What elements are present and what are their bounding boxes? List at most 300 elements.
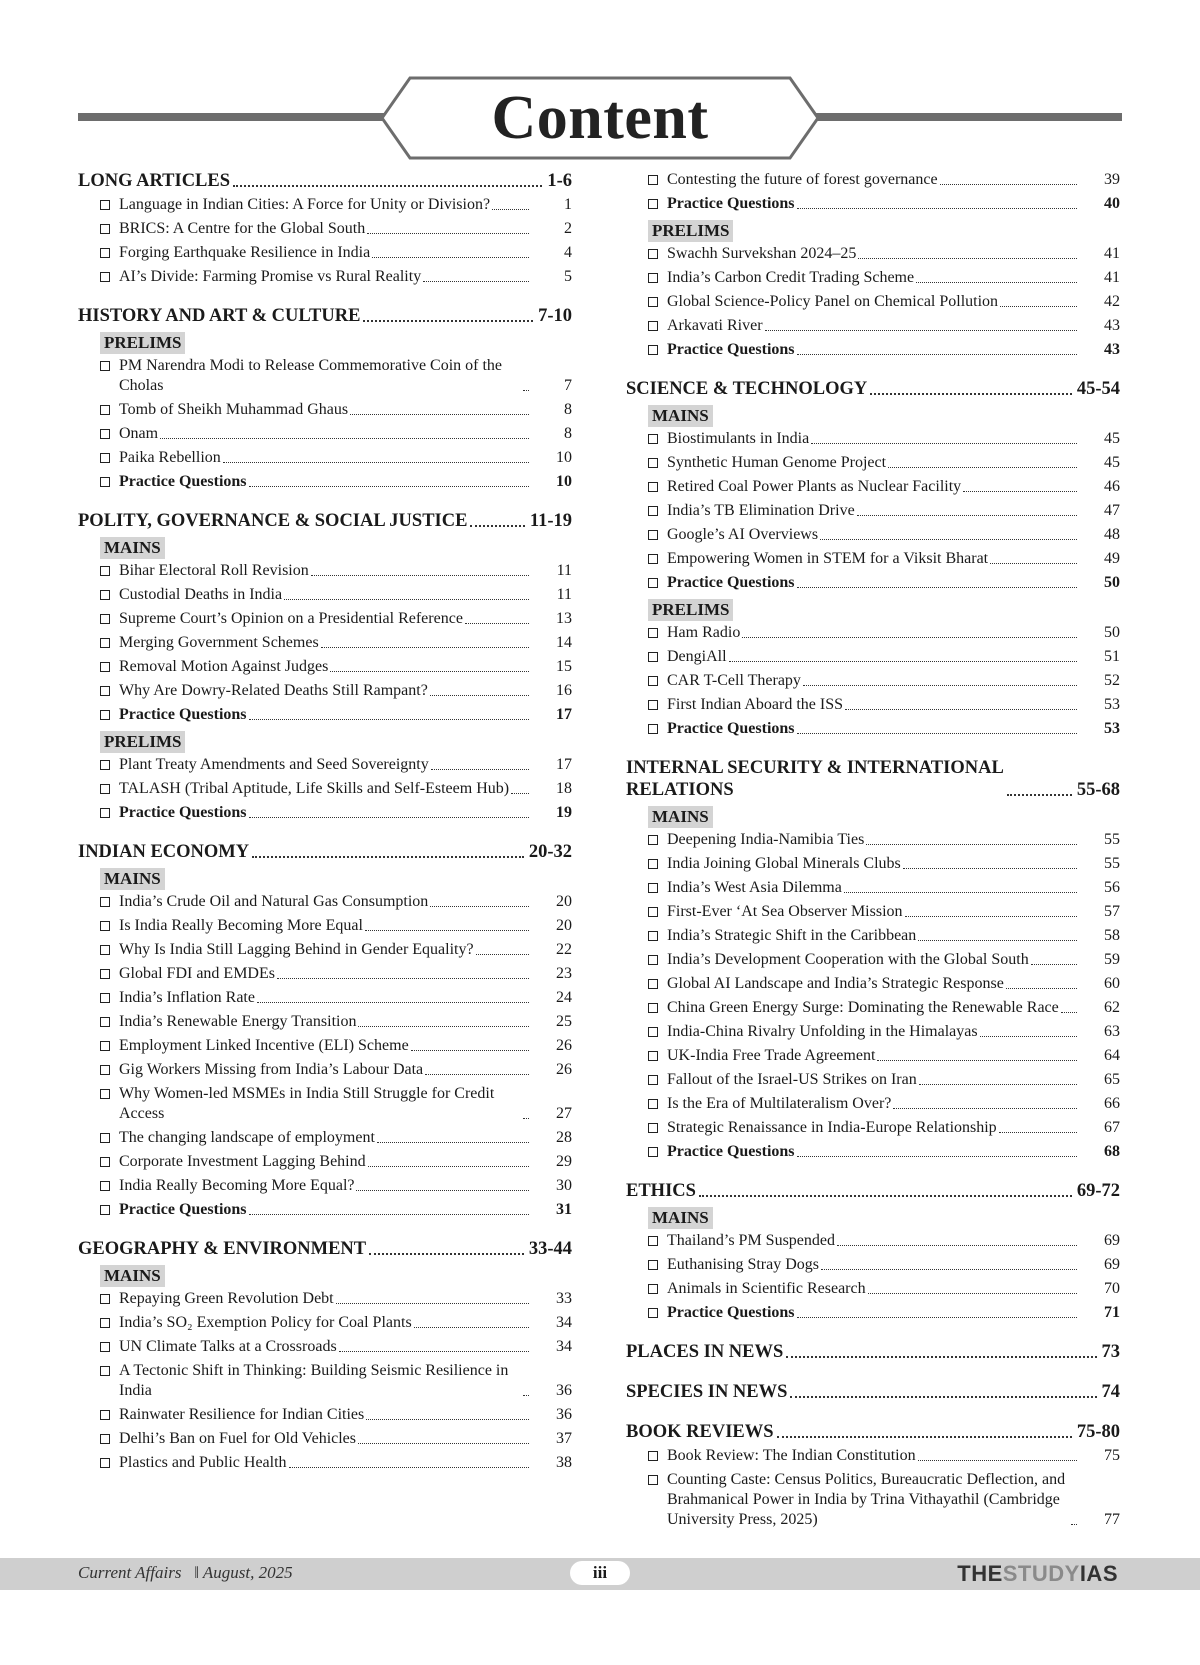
entry-title: India’s West Asia Dilemma bbox=[667, 879, 842, 896]
toc-entry[interactable] bbox=[100, 609, 572, 629]
entry-title: Synthetic Human Genome Project bbox=[667, 454, 887, 471]
section-page-range: 33-44 bbox=[528, 1239, 572, 1259]
dot-leader bbox=[919, 1084, 1077, 1085]
entry-title: Contesting the future of forest governance bbox=[667, 171, 938, 188]
entry-text-wrap bbox=[667, 878, 1080, 898]
entry-text-wrap bbox=[119, 1128, 532, 1148]
checkbox-bullet-icon bbox=[648, 578, 658, 588]
page-title: Content bbox=[491, 84, 709, 152]
checkbox-bullet-icon bbox=[648, 724, 658, 734]
entry-page-number: 69 bbox=[1104, 1256, 1120, 1273]
entry-page-number: 62 bbox=[1104, 999, 1120, 1016]
toc-entry[interactable] bbox=[648, 1070, 1120, 1090]
entry-text-wrap bbox=[667, 1255, 1080, 1275]
toc-entry[interactable] bbox=[648, 549, 1120, 569]
entry-page-number: 8 bbox=[564, 425, 572, 442]
section-title: SCIENCE & TECHNOLOGY bbox=[626, 379, 868, 399]
toc-entry[interactable] bbox=[648, 429, 1120, 449]
dot-leader bbox=[918, 940, 1077, 941]
entry-page-number: 57 bbox=[1104, 903, 1120, 920]
toc-entry[interactable] bbox=[648, 292, 1120, 312]
checkbox-bullet-icon bbox=[648, 1075, 658, 1085]
dot-leader bbox=[470, 525, 524, 527]
checkbox-bullet-icon bbox=[648, 628, 658, 638]
entry-title: Practice Questions bbox=[119, 1201, 247, 1218]
dot-leader bbox=[916, 282, 1077, 283]
toc-entry[interactable] bbox=[100, 633, 572, 653]
entry-title: The changing landscape of employment bbox=[119, 1129, 375, 1146]
toc-entry[interactable] bbox=[100, 892, 572, 912]
checkbox-bullet-icon bbox=[100, 1342, 110, 1352]
toc-entry[interactable] bbox=[648, 647, 1120, 667]
section-page-range: 74 bbox=[1101, 1382, 1120, 1402]
toc-entry[interactable] bbox=[648, 1470, 1120, 1530]
entry-page-number: 17 bbox=[556, 756, 572, 773]
entry-page-number: 5 bbox=[564, 268, 572, 285]
entry-page-number: 36 bbox=[556, 1406, 572, 1423]
toc-entry[interactable] bbox=[648, 623, 1120, 643]
entry-page-number: 7 bbox=[564, 377, 572, 394]
entry-page-number: 56 bbox=[1104, 879, 1120, 896]
entry-text-wrap bbox=[667, 647, 1080, 667]
subsection-badge: PRELIMS bbox=[648, 220, 733, 242]
dot-leader bbox=[866, 844, 1077, 845]
checkbox-bullet-icon bbox=[648, 1308, 658, 1318]
entry-text-wrap bbox=[119, 400, 532, 420]
subsection-badge: PRELIMS bbox=[648, 599, 733, 621]
toc-entry[interactable] bbox=[100, 1128, 572, 1148]
toc-entry[interactable] bbox=[100, 356, 572, 396]
entry-title: Corporate Investment Lagging Behind bbox=[119, 1153, 366, 1170]
entry-page-number: 42 bbox=[1104, 293, 1120, 310]
section-heading[interactable] bbox=[626, 1180, 1120, 1202]
toc-entry[interactable] bbox=[100, 1313, 572, 1333]
entry-text-wrap bbox=[667, 1046, 1080, 1066]
dot-leader bbox=[367, 233, 529, 234]
checkbox-bullet-icon bbox=[648, 482, 658, 492]
dot-leader bbox=[790, 1396, 1096, 1398]
section-heading[interactable] bbox=[626, 1421, 1120, 1443]
toc-entry[interactable] bbox=[100, 195, 572, 215]
toc-entry[interactable] bbox=[648, 854, 1120, 874]
dot-leader bbox=[699, 1195, 1072, 1197]
entry-text-wrap bbox=[667, 268, 1080, 288]
toc-entry[interactable] bbox=[648, 830, 1120, 850]
entry-page-number: 2 bbox=[564, 220, 572, 237]
subsection-badge: MAINS bbox=[648, 1207, 713, 1229]
entry-text-wrap bbox=[119, 1361, 532, 1401]
toc-entry[interactable] bbox=[100, 1429, 572, 1449]
entry-page-number: 22 bbox=[556, 941, 572, 958]
subsection-badge: MAINS bbox=[100, 868, 165, 890]
toc-entry[interactable] bbox=[648, 501, 1120, 521]
entry-page-number: 26 bbox=[556, 1037, 572, 1054]
entry-title: Ham Radio bbox=[667, 624, 741, 641]
entry-title: Swachh Survekshan 2024–25 bbox=[667, 245, 857, 262]
checkbox-bullet-icon bbox=[100, 248, 110, 258]
entry-page-number: 20 bbox=[556, 893, 572, 910]
dot-leader bbox=[465, 623, 529, 624]
checkbox-bullet-icon bbox=[100, 662, 110, 672]
toc-entry[interactable] bbox=[100, 681, 572, 701]
entry-page-number: 26 bbox=[556, 1061, 572, 1078]
entry-title: India’s Inflation Rate bbox=[119, 989, 255, 1006]
checkbox-bullet-icon bbox=[648, 1475, 658, 1485]
dot-leader bbox=[797, 1156, 1077, 1157]
toc-entry[interactable] bbox=[100, 1405, 572, 1425]
entry-text-wrap bbox=[667, 292, 1080, 312]
entry-page-number: 10 bbox=[556, 449, 572, 466]
toc-entry[interactable] bbox=[100, 916, 572, 936]
checkbox-bullet-icon bbox=[100, 921, 110, 931]
section-page-range: 20-32 bbox=[528, 842, 572, 862]
entry-title: Practice Questions bbox=[667, 574, 795, 591]
toc-entry[interactable] bbox=[648, 926, 1120, 946]
entry-page-number: 50 bbox=[1104, 624, 1120, 641]
entry-title: Biostimulants in India bbox=[667, 430, 810, 447]
section-heading[interactable] bbox=[78, 305, 572, 327]
checkbox-bullet-icon bbox=[100, 945, 110, 955]
entry-text-wrap bbox=[667, 501, 1080, 521]
checkbox-bullet-icon bbox=[100, 1205, 110, 1215]
entry-page-number: 36 bbox=[556, 1382, 572, 1399]
checkbox-bullet-icon bbox=[100, 1294, 110, 1304]
toc-entry[interactable] bbox=[648, 268, 1120, 288]
toc-entry[interactable] bbox=[100, 779, 572, 799]
toc-entry[interactable] bbox=[648, 1231, 1120, 1251]
toc-section bbox=[78, 170, 572, 287]
subsection-badge: PRELIMS bbox=[100, 332, 185, 354]
entry-text-wrap bbox=[667, 950, 1080, 970]
dot-leader bbox=[252, 856, 524, 858]
toc-entry[interactable] bbox=[100, 988, 572, 1008]
checkbox-bullet-icon bbox=[648, 506, 658, 516]
entry-title: Deepening India-Namibia Ties bbox=[667, 831, 865, 848]
toc-section bbox=[626, 1341, 1120, 1363]
entry-title: UN Climate Talks at a Crossroads bbox=[119, 1338, 337, 1355]
checkbox-bullet-icon bbox=[100, 1065, 110, 1075]
section-title: INTERNAL SECURITY & INTERNATIONAL RELATIONS bbox=[626, 758, 1004, 800]
entry-page-number: 59 bbox=[1104, 951, 1120, 968]
entry-text-wrap bbox=[667, 525, 1080, 545]
entry-text-wrap bbox=[667, 926, 1080, 946]
checkbox-bullet-icon bbox=[648, 434, 658, 444]
dot-leader bbox=[990, 563, 1077, 564]
checkbox-bullet-icon bbox=[100, 1157, 110, 1167]
dot-leader bbox=[877, 1060, 1077, 1061]
toc-entry[interactable] bbox=[648, 878, 1120, 898]
toc-entry[interactable] bbox=[648, 998, 1120, 1018]
toc-section bbox=[626, 1381, 1120, 1403]
dot-leader bbox=[289, 1467, 529, 1468]
toc-entry[interactable] bbox=[100, 219, 572, 239]
section-title: INDIAN ECONOMY bbox=[78, 842, 250, 862]
section-title: LONG ARTICLES bbox=[78, 171, 231, 191]
entry-text-wrap bbox=[667, 316, 1080, 336]
entry-page-number: 28 bbox=[556, 1129, 572, 1146]
toc-section bbox=[78, 305, 572, 492]
dot-leader bbox=[729, 661, 1077, 662]
section-title: BOOK REVIEWS bbox=[626, 1422, 774, 1442]
dot-leader bbox=[742, 637, 1077, 638]
header-rule-right bbox=[787, 113, 1122, 121]
dot-leader bbox=[811, 443, 1077, 444]
entry-text-wrap bbox=[119, 1084, 532, 1124]
entry-title: Global Science-Policy Panel on Chemical Pollution bbox=[667, 293, 999, 310]
practice-questions-entry[interactable] bbox=[648, 1142, 1120, 1162]
entry-page-number: 13 bbox=[556, 610, 572, 627]
toc-entry[interactable] bbox=[100, 1453, 572, 1473]
dot-leader bbox=[414, 1327, 529, 1328]
entry-text-wrap bbox=[119, 195, 532, 215]
section-heading[interactable] bbox=[78, 841, 572, 863]
toc-entry[interactable] bbox=[100, 1176, 572, 1196]
toc-entry[interactable] bbox=[648, 902, 1120, 922]
toc-entry[interactable] bbox=[100, 448, 572, 468]
dot-leader bbox=[249, 486, 529, 487]
section-heading[interactable] bbox=[626, 757, 1120, 801]
practice-questions-entry[interactable] bbox=[648, 194, 1120, 214]
checkbox-bullet-icon bbox=[100, 1410, 110, 1420]
section-heading[interactable] bbox=[626, 1381, 1120, 1403]
practice-questions-entry[interactable] bbox=[648, 573, 1120, 593]
toc-section bbox=[626, 170, 1120, 360]
entry-text-wrap bbox=[667, 1303, 1080, 1323]
entry-page-number: 67 bbox=[1104, 1119, 1120, 1136]
toc-entry[interactable] bbox=[100, 1152, 572, 1172]
checkbox-bullet-icon bbox=[100, 405, 110, 415]
entry-title: Language in Indian Cities: A Force for Unity or Division? bbox=[119, 196, 491, 213]
toc-entry[interactable] bbox=[648, 525, 1120, 545]
checkbox-bullet-icon bbox=[100, 969, 110, 979]
section-heading[interactable] bbox=[78, 510, 572, 532]
entry-title: India-China Rivalry Unfolding in the Himalayas bbox=[667, 1023, 978, 1040]
toc-entry[interactable] bbox=[100, 561, 572, 581]
practice-questions-entry[interactable] bbox=[100, 1200, 572, 1220]
entry-text-wrap bbox=[119, 964, 532, 984]
dot-leader bbox=[492, 209, 529, 210]
entry-page-number: 60 bbox=[1104, 975, 1120, 992]
entry-title: Is the Era of Multilateralism Over? bbox=[667, 1095, 892, 1112]
checkbox-bullet-icon bbox=[648, 199, 658, 209]
entry-title: Practice Questions bbox=[119, 473, 247, 490]
checkbox-bullet-icon bbox=[100, 897, 110, 907]
entry-page-number: 45 bbox=[1104, 430, 1120, 447]
dot-leader bbox=[336, 1303, 529, 1304]
dot-leader bbox=[980, 1036, 1077, 1037]
toc-section bbox=[78, 1238, 572, 1473]
toc-entry[interactable] bbox=[648, 1022, 1120, 1042]
practice-questions-entry[interactable] bbox=[100, 472, 572, 492]
entry-text-wrap bbox=[667, 170, 1080, 190]
entry-page-number: 30 bbox=[556, 1177, 572, 1194]
toc-entry[interactable] bbox=[648, 477, 1120, 497]
entry-page-number: 68 bbox=[1104, 1143, 1120, 1160]
checkbox-bullet-icon bbox=[648, 859, 658, 869]
checkbox-bullet-icon bbox=[100, 477, 110, 487]
toc-entry[interactable] bbox=[100, 1084, 572, 1124]
toc-entry[interactable] bbox=[648, 244, 1120, 264]
toc-entry[interactable] bbox=[648, 453, 1120, 473]
toc-entry[interactable] bbox=[648, 1279, 1120, 1299]
entry-title: India’s Development Cooperation with the Global South bbox=[667, 951, 1029, 968]
entry-title: India’s Crude Oil and Natural Gas Consumption bbox=[119, 893, 429, 910]
entry-page-number: 27 bbox=[556, 1105, 572, 1122]
checkbox-bullet-icon bbox=[648, 249, 658, 259]
dot-leader bbox=[797, 208, 1077, 209]
checkbox-bullet-icon bbox=[100, 1318, 110, 1328]
toc-entry[interactable] bbox=[100, 1060, 572, 1080]
toc-entry[interactable] bbox=[100, 267, 572, 287]
checkbox-bullet-icon bbox=[648, 676, 658, 686]
footer-separator: ‖ bbox=[185, 1563, 203, 1582]
toc-entry[interactable] bbox=[100, 964, 572, 984]
section-heading[interactable] bbox=[78, 1238, 572, 1260]
entry-page-number: 24 bbox=[556, 989, 572, 1006]
entry-title: Retired Coal Power Plants as Nuclear Facility bbox=[667, 478, 962, 495]
entry-text-wrap bbox=[667, 1070, 1080, 1090]
toc-entry[interactable] bbox=[648, 170, 1120, 190]
entry-text-wrap bbox=[667, 453, 1080, 473]
entry-page-number: 33 bbox=[556, 1290, 572, 1307]
toc-entry[interactable] bbox=[100, 400, 572, 420]
entry-title: Practice Questions bbox=[667, 195, 795, 212]
dot-leader bbox=[765, 330, 1077, 331]
toc-entry[interactable] bbox=[100, 585, 572, 605]
entry-title: Practice Questions bbox=[119, 804, 247, 821]
entry-title: Book Review: The Indian Constitution bbox=[667, 1447, 916, 1464]
entry-title: A Tectonic Shift in Thinking: Building Seismic Resilience in India bbox=[119, 1362, 509, 1399]
toc-entry[interactable] bbox=[648, 974, 1120, 994]
checkbox-bullet-icon bbox=[648, 458, 658, 468]
toc-entry[interactable] bbox=[100, 424, 572, 444]
toc-entry[interactable] bbox=[100, 1289, 572, 1309]
entry-title: Strategic Renaissance in India-Europe Relationship bbox=[667, 1119, 997, 1136]
toc-entry[interactable] bbox=[648, 316, 1120, 336]
dot-leader bbox=[1061, 1012, 1077, 1013]
entry-title: India’s Carbon Credit Trading Scheme bbox=[667, 269, 915, 286]
entry-text-wrap bbox=[119, 1036, 532, 1056]
entry-page-number: 46 bbox=[1104, 478, 1120, 495]
toc-entry[interactable] bbox=[100, 1036, 572, 1056]
entry-title: Is India Really Becoming More Equal bbox=[119, 917, 363, 934]
toc-section bbox=[626, 1421, 1120, 1530]
entry-text-wrap bbox=[667, 244, 1080, 264]
entry-text-wrap bbox=[119, 705, 532, 725]
checkbox-bullet-icon bbox=[648, 273, 658, 283]
toc-entry[interactable] bbox=[100, 1361, 572, 1401]
practice-questions-entry[interactable] bbox=[648, 1303, 1120, 1323]
entry-title: Merging Government Schemes bbox=[119, 634, 319, 651]
section-page-range: 69-72 bbox=[1076, 1181, 1120, 1201]
entry-title: Practice Questions bbox=[667, 1304, 795, 1321]
checkbox-bullet-icon bbox=[648, 1027, 658, 1037]
toc-entry[interactable] bbox=[648, 1446, 1120, 1466]
entry-text-wrap bbox=[667, 1231, 1080, 1251]
entry-page-number: 50 bbox=[1104, 574, 1120, 591]
entry-page-number: 1 bbox=[564, 196, 572, 213]
entry-page-number: 48 bbox=[1104, 526, 1120, 543]
section-heading[interactable] bbox=[78, 170, 572, 192]
toc-entry[interactable] bbox=[100, 1012, 572, 1032]
toc-entry[interactable] bbox=[648, 1255, 1120, 1275]
entry-title: Supreme Court’s Opinion on a Presidential Reference bbox=[119, 610, 463, 627]
entry-page-number: 43 bbox=[1104, 317, 1120, 334]
entry-text-wrap bbox=[119, 561, 532, 581]
checkbox-bullet-icon bbox=[100, 1181, 110, 1191]
dot-leader bbox=[1000, 306, 1077, 307]
entry-page-number: 53 bbox=[1104, 720, 1120, 737]
checkbox-bullet-icon bbox=[648, 297, 658, 307]
toc-entry[interactable] bbox=[648, 671, 1120, 691]
toc-entry[interactable] bbox=[648, 1094, 1120, 1114]
section-heading[interactable] bbox=[626, 1341, 1120, 1363]
practice-questions-entry[interactable] bbox=[100, 705, 572, 725]
toc-entry[interactable] bbox=[100, 243, 572, 263]
checkbox-bullet-icon bbox=[100, 566, 110, 576]
entry-page-number: 66 bbox=[1104, 1095, 1120, 1112]
dot-leader bbox=[368, 1166, 529, 1167]
subsection-badge: MAINS bbox=[648, 806, 713, 828]
dot-leader bbox=[160, 438, 529, 439]
entry-page-number: 77 bbox=[1104, 1511, 1120, 1528]
toc-entry[interactable] bbox=[100, 1337, 572, 1357]
section-page-range: 7-10 bbox=[538, 306, 572, 326]
toc-entry[interactable] bbox=[648, 1118, 1120, 1138]
toc-left-column bbox=[78, 170, 572, 1491]
entry-page-number: 71 bbox=[1104, 1304, 1120, 1321]
toc-section bbox=[78, 510, 572, 823]
checkbox-bullet-icon bbox=[648, 530, 658, 540]
toc-entry[interactable] bbox=[100, 940, 572, 960]
entry-text-wrap bbox=[119, 1176, 532, 1196]
toc-entry[interactable] bbox=[648, 695, 1120, 715]
entry-text-wrap bbox=[667, 1446, 1080, 1466]
toc-entry[interactable] bbox=[100, 755, 572, 775]
practice-questions-entry[interactable] bbox=[648, 719, 1120, 739]
practice-questions-entry[interactable] bbox=[648, 340, 1120, 360]
dot-leader bbox=[430, 695, 529, 696]
checkbox-bullet-icon bbox=[648, 1147, 658, 1157]
entry-title: Why Is India Still Lagging Behind in Gender Equality? bbox=[119, 941, 474, 958]
dot-leader bbox=[377, 1142, 529, 1143]
checkbox-bullet-icon bbox=[100, 1434, 110, 1444]
entry-text-wrap bbox=[667, 429, 1080, 449]
entry-text-wrap bbox=[119, 1060, 532, 1080]
entry-title: Practice Questions bbox=[667, 720, 795, 737]
checkbox-bullet-icon bbox=[100, 1133, 110, 1143]
toc-entry[interactable] bbox=[648, 1046, 1120, 1066]
dot-leader bbox=[821, 1269, 1077, 1270]
section-heading[interactable] bbox=[626, 378, 1120, 400]
entry-text-wrap bbox=[119, 585, 532, 605]
dot-leader bbox=[918, 1460, 1077, 1461]
dot-leader bbox=[431, 769, 529, 770]
practice-questions-entry[interactable] bbox=[100, 803, 572, 823]
entry-title: Gig Workers Missing from India’s Labour Data bbox=[119, 1061, 424, 1078]
toc-entry[interactable] bbox=[100, 657, 572, 677]
entry-title: Empowering Women in STEM for a Viksit Bharat bbox=[667, 550, 989, 567]
dot-leader bbox=[940, 184, 1077, 185]
dot-leader bbox=[257, 1002, 529, 1003]
checkbox-bullet-icon bbox=[100, 808, 110, 818]
toc-entry[interactable] bbox=[648, 950, 1120, 970]
section-page-range: 55-68 bbox=[1076, 780, 1120, 800]
entry-page-number: 23 bbox=[556, 965, 572, 982]
entry-text-wrap bbox=[119, 243, 532, 263]
entry-title: Plant Treaty Amendments and Seed Sovereignty bbox=[119, 756, 429, 773]
dot-leader bbox=[523, 390, 529, 391]
